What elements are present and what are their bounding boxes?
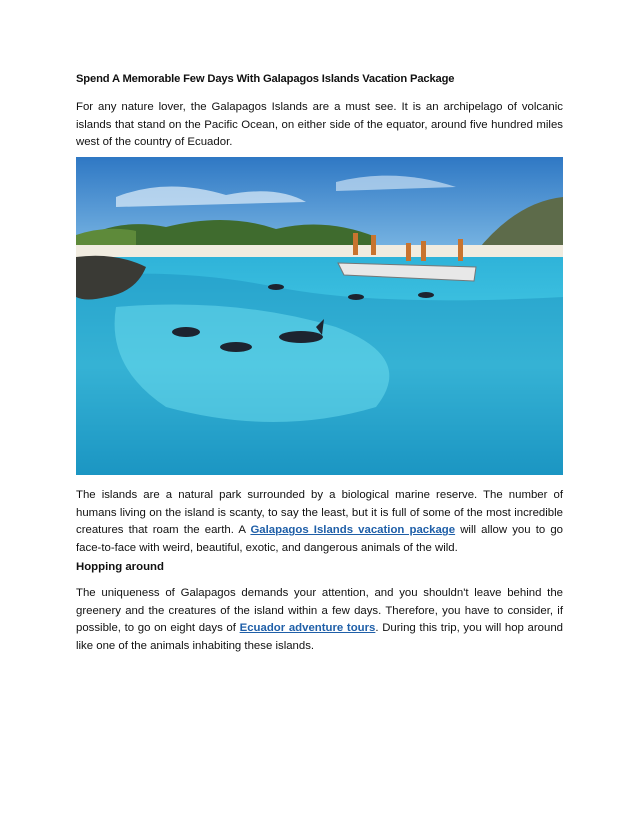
paragraph-text: The uniqueness of Galapagos demands your attention, and you shouldn't leave behind the greenery and the creatures of the island within a few days. Therefore, you have to consider, if possible, to go on eight days of: [76, 587, 563, 635]
body-paragraph: [76, 585, 563, 655]
section-heading: Hopping around: [76, 561, 164, 573]
paragraph-text: will allow you to go face-to-face with weird, beautiful, exotic, and dangerous animals of the wild.: [76, 524, 563, 554]
body-paragraph: [76, 487, 563, 557]
adventure-tours-link[interactable]: Ecuador adventure tours: [239, 622, 376, 635]
paragraph-text: The islands are a natural park surrounded by a biological marine reserve. The number of humans living on the island is scanty, to say the least, but it is full of some of the most incredible creatures that roam the earth. A: [76, 489, 563, 537]
galapagos-lagoon-photo: [76, 157, 563, 475]
vacation-package-link[interactable]: Galapagos Islands vacation package: [250, 524, 456, 537]
paragraph-text: . During this trip, you will hop around like one of the animals inhabiting these islands.: [76, 622, 564, 652]
article-title: Spend A Memorable Few Days With Galapagos Islands Vacation Package: [76, 73, 455, 85]
intro-paragraph: For any nature lover, the Galapagos Islands are a must see. It is an archipelago of volcanic islands that stand on the Pacific Ocean, on either side of the equator, around five hundred miles west of the country of Ecuador.: [76, 101, 563, 149]
